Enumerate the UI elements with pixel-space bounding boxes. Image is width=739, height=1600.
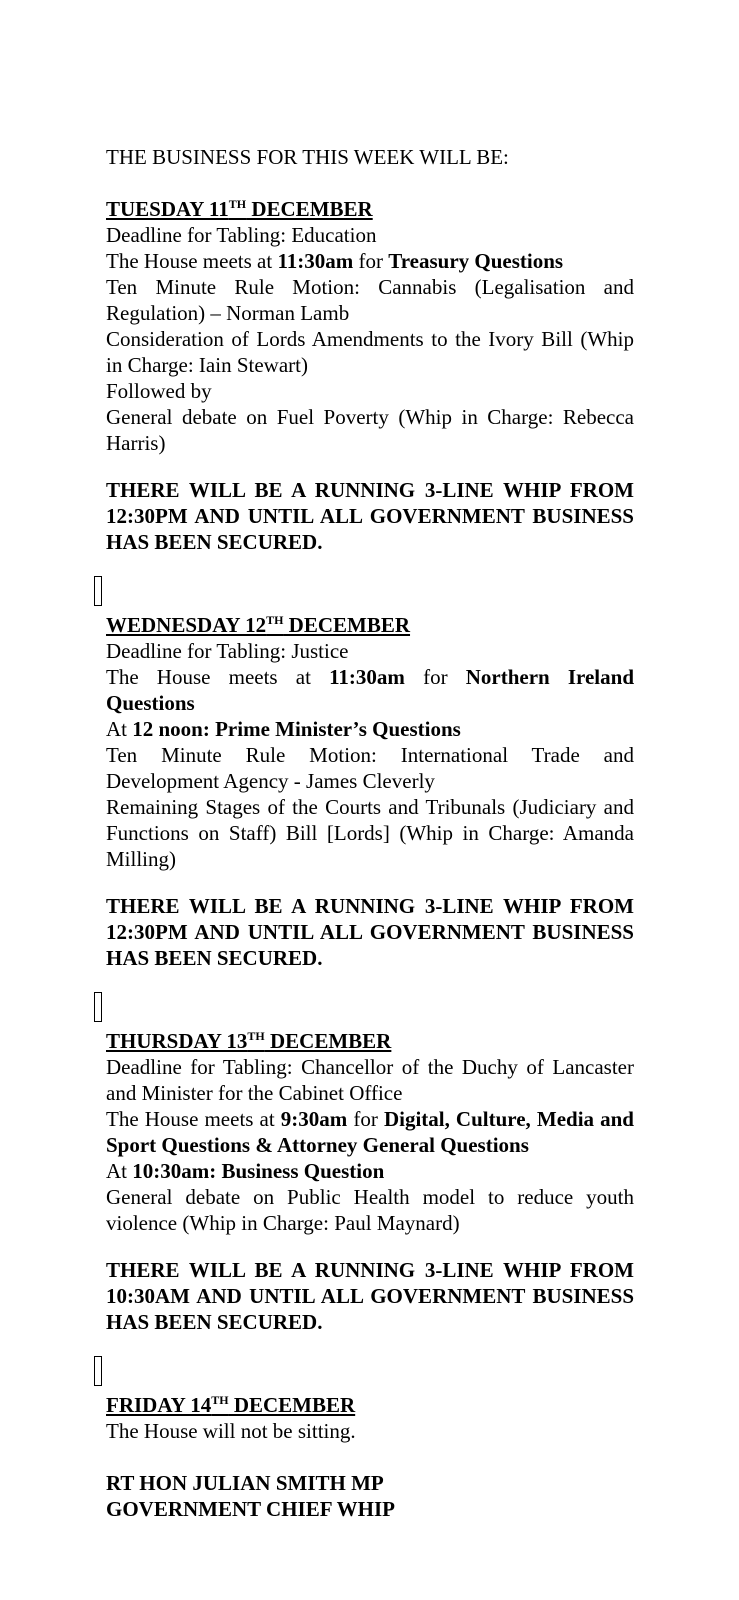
tuesday-heading: TUESDAY 11TH DECEMBER	[106, 197, 373, 221]
wednesday-heading: WEDNESDAY 12TH DECEMBER	[106, 613, 411, 637]
tuesday-followed-by: Followed by	[106, 379, 212, 403]
document-body	[106, 144, 634, 1522]
tuesday-deadline: Deadline for Tabling: Education	[106, 223, 377, 247]
wednesday-pmq: At 12 noon: Prime Minister’s Questions	[106, 717, 461, 741]
signature-block	[106, 1470, 634, 1522]
empty-checkbox-glyph	[94, 1356, 102, 1386]
wednesday-deadline: Deadline for Tabling: Justice	[106, 639, 349, 663]
thursday-deadline: Deadline for Tabling: Chancellor of the Duchy of Lancaster and Minister for the Cabinet Office	[106, 1055, 634, 1105]
intro-heading: THE BUSINESS FOR THIS WEEK WILL BE:	[106, 145, 509, 169]
friday-heading: FRIDAY 14TH DECEMBER	[106, 1393, 356, 1417]
thursday-section	[106, 1028, 634, 1335]
thursday-general-debate: General debate on Public Health model to reduce youth violence (Whip in Charge: Paul Maynard)	[106, 1185, 634, 1235]
tuesday-general-debate: General debate on Fuel Poverty (Whip in Charge: Rebecca Harris)	[106, 405, 634, 455]
empty-checkbox-glyph	[94, 576, 102, 606]
tuesday-whip-notice: THERE WILL BE A RUNNING 3-LINE WHIP FROM 12:30PM AND UNTIL ALL GOVERNMENT BUSINESS HAS BEEN SECURED.	[106, 478, 634, 554]
tuesday-section	[106, 196, 634, 555]
tuesday-ten-minute-rule: Ten Minute Rule Motion: Cannabis (Legalisation and Regulation) – Norman Lamb	[106, 275, 634, 325]
signature-name: RT HON JULIAN SMITH MP	[106, 1471, 384, 1495]
friday-section	[106, 1392, 634, 1444]
wednesday-remaining-stages: Remaining Stages of the Courts and Tribunals (Judiciary and Functions on Staff) Bill [Lords] (Whip in Charge: Amanda Milling)	[106, 795, 634, 871]
wednesday-section	[106, 612, 634, 971]
friday-note: The House will not be sitting.	[106, 1419, 356, 1443]
thursday-business-question: At 10:30am: Business Question	[106, 1159, 385, 1183]
wednesday-whip-notice: THERE WILL BE A RUNNING 3-LINE WHIP FROM 12:30PM AND UNTIL ALL GOVERNMENT BUSINESS HAS BEEN SECURED.	[106, 894, 634, 970]
thursday-house-meets: The House meets at 9:30am for Digital, Culture, Media and Sport Questions & Attorney General Questions	[106, 1107, 634, 1157]
tuesday-house-meets: The House meets at 11:30am for Treasury Questions	[106, 249, 564, 273]
thursday-whip-notice: THERE WILL BE A RUNNING 3-LINE WHIP FROM 10:30AM AND UNTIL ALL GOVERNMENT BUSINESS HAS BEEN SECURED.	[106, 1258, 634, 1334]
wednesday-ten-minute-rule: Ten Minute Rule Motion: International Trade and Development Agency - James Cleverly	[106, 743, 634, 793]
wednesday-house-meets: The House meets at 11:30am for Northern Ireland Questions	[106, 665, 634, 715]
signature-title: GOVERNMENT CHIEF WHIP	[106, 1497, 395, 1521]
tuesday-lords-amendments: Consideration of Lords Amendments to the Ivory Bill (Whip in Charge: Iain Stewart)	[106, 327, 634, 377]
empty-checkbox-glyph	[94, 992, 102, 1022]
thursday-heading: THURSDAY 13TH DECEMBER	[106, 1029, 392, 1053]
